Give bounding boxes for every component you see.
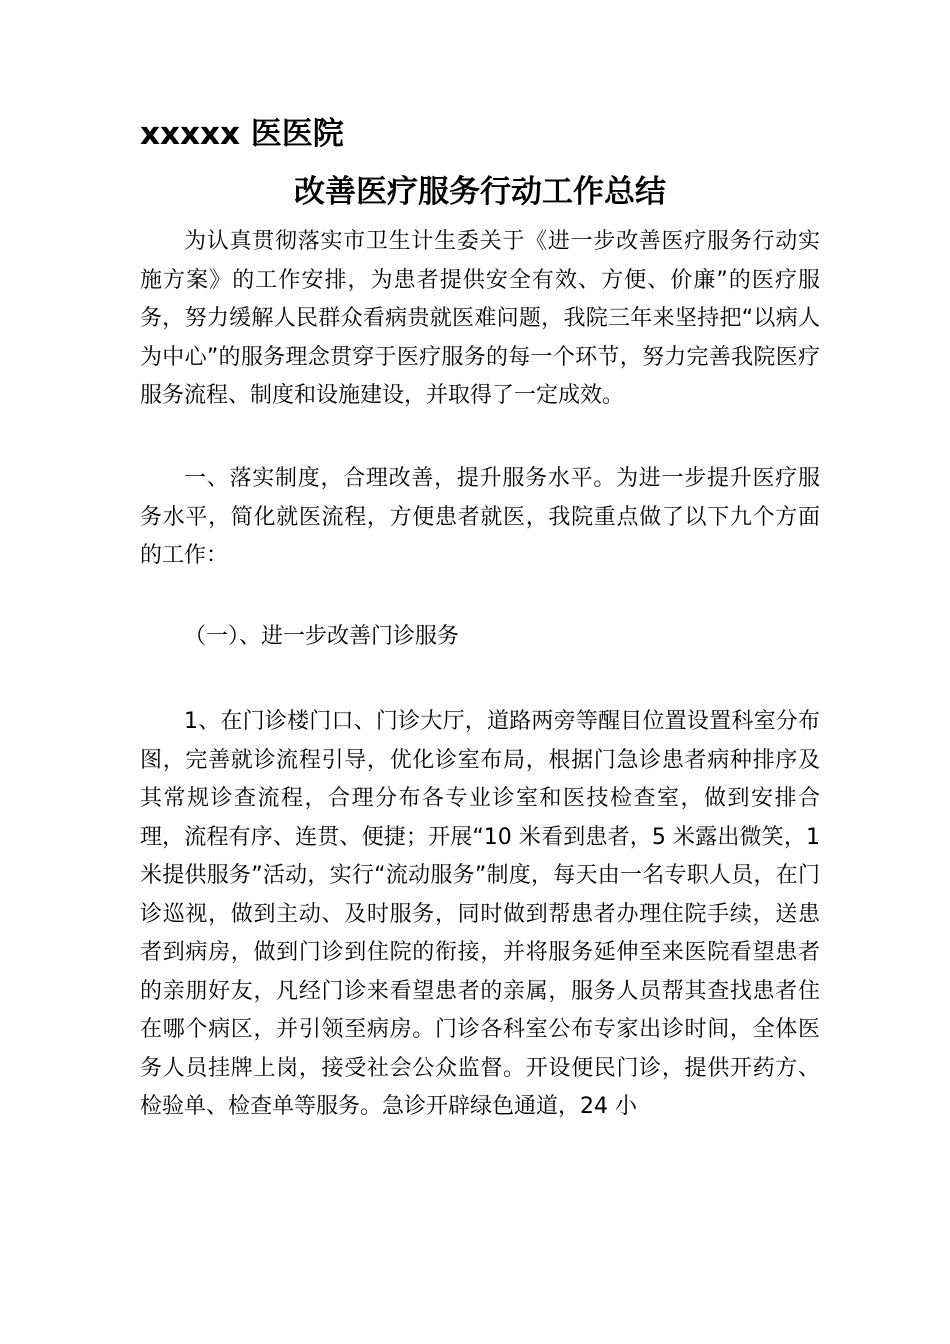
subsection-heading: （一）、进一步改善门诊服务 [184,624,460,649]
hospital-name: xxxxx 医医院 [140,116,344,152]
section-one-paragraph: 一、落实制度，合理改善，提升服务水平。为进一步提升医疗服务水平，简化就医流程，方便患者就医，我院重点做了以下九个方面的工作： [140,466,820,568]
item-one-paragraph: 1、在门诊楼门口、门诊大厅，道路两旁等醒目位置设置科室分布图，完善就诊流程引导，优化诊室布局，根据门急诊患者病种排序及其常规诊查流程，合理分布各专业诊室和医技检查室，做到安排合理，流程有序、连贯、便捷；开展“10 米看到患者，5 米露出微笑，1 米提供服务”活动，实行“流动服务”制度，每天由一名专职人员，在门诊巡视，做到主动、及时服务，同时做到帮患者办理住院手续，送患者到病房，做到门诊到住院的衔接，并将服务延伸至来医院看望患者的亲朋好友，凡经门诊来看望患者的亲属，服务人员帮其查找患者住在哪个病区，并引领至病房。门诊各科室公布专家出诊时间，全体医务人员挂牌上岗，接受社会公众监督。开设便民门诊，提供开药方、检验单、检查单等服务。急诊开辟绿色通道，24 小 [140,709,820,1119]
document-title: 改善医疗服务行动工作总结 [294,174,666,210]
intro-paragraph: 为认真贯彻落实市卫生计生委关于《进一步改善医疗服务行动实施方案》的工作安排，为患者提供安全有效、方便、价廉”的医疗服务，努力缓解人民群众看病贵就医难问题，我院三年来坚持把“以病人为中心”的服务理念贯穿于医疗服务的每一个环节，努力完善我院医疗服务流程、制度和设施建设，并取得了一定成效。 [140,229,820,408]
